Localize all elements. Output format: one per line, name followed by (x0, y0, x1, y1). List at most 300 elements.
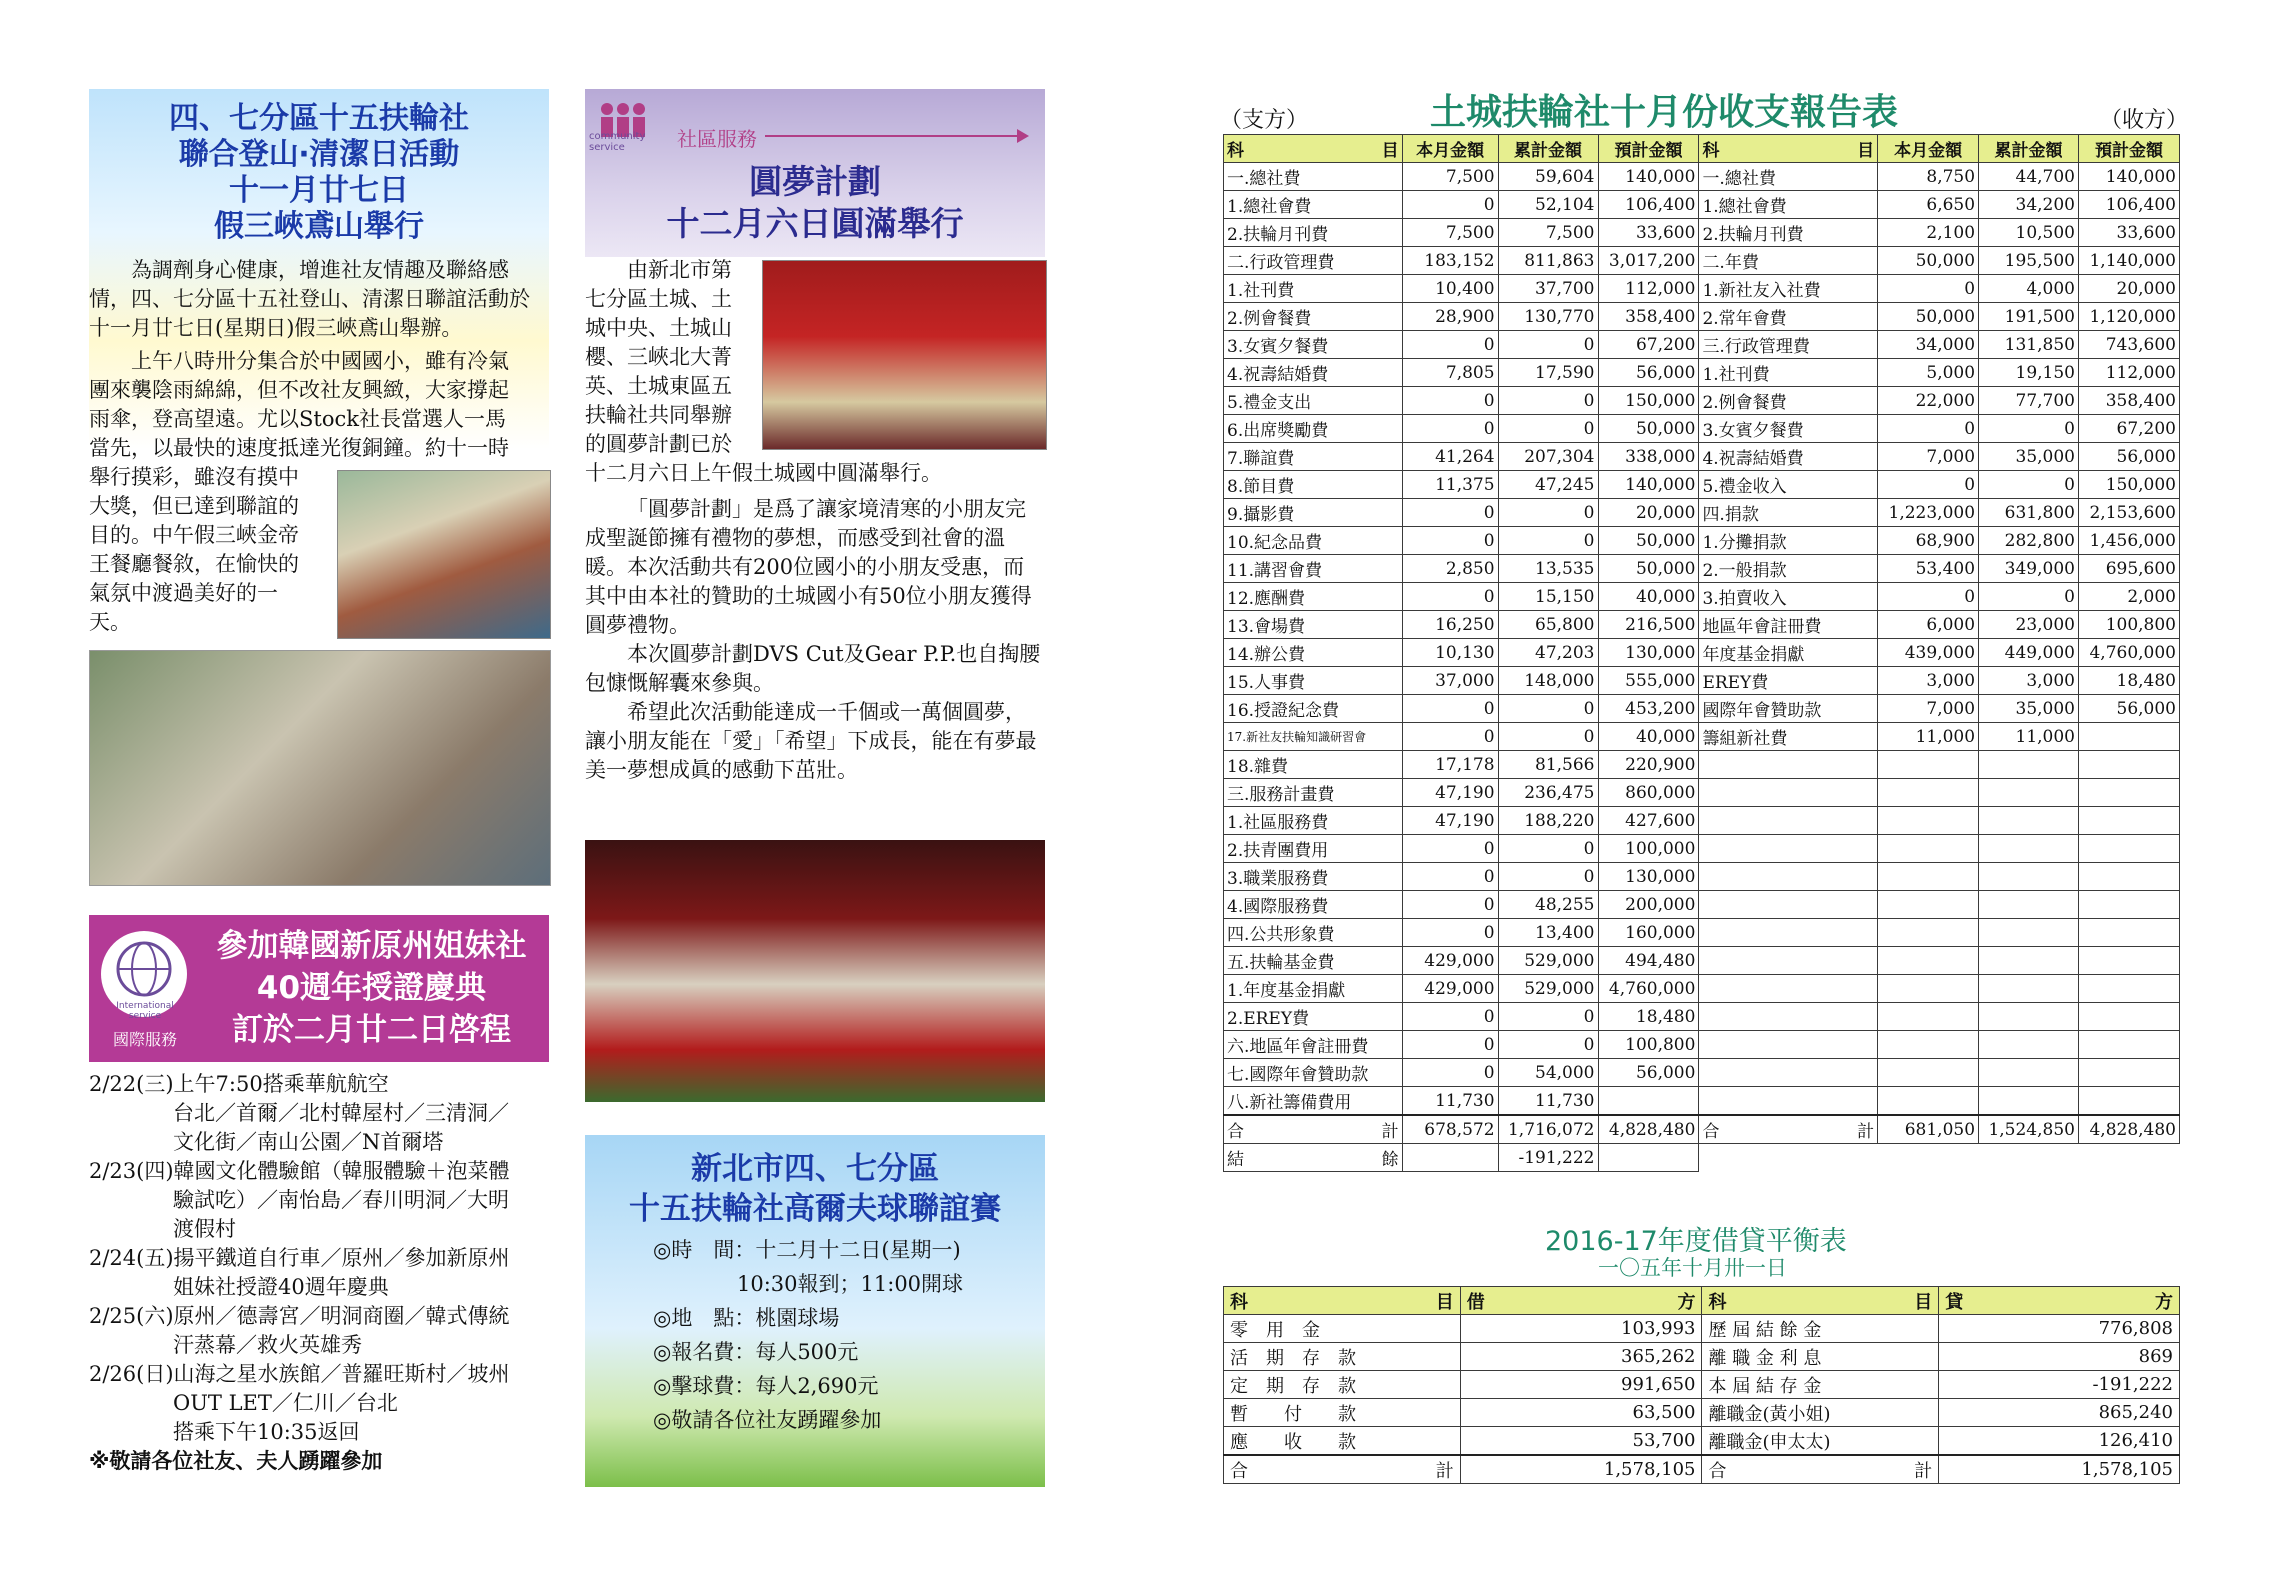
income-cumulative: 11,000 (1979, 723, 2079, 751)
income-cumulative: 191,500 (1979, 303, 2079, 331)
income-month: 7,000 (1878, 443, 1979, 471)
expense-month: 10,130 (1402, 639, 1498, 667)
expense-cumulative: 52,104 (1498, 191, 1598, 219)
expense-cumulative: 188,220 (1498, 807, 1598, 835)
income-budget: 18,480 (2078, 667, 2179, 695)
expense-month: 0 (1402, 331, 1498, 359)
expense-cumulative: 148,000 (1498, 667, 1598, 695)
income-item: 2.常年會費 (1699, 303, 1878, 331)
expense-cumulative: 0 (1498, 415, 1598, 443)
header-budget: 預計金額 (1598, 135, 1699, 163)
income-budget (2078, 863, 2179, 891)
expense-budget: 100,000 (1598, 835, 1699, 863)
income-budget: 67,200 (2078, 415, 2179, 443)
expense-item: 15.人事費 (1224, 667, 1403, 695)
expense-item: 18.雜費 (1224, 751, 1403, 779)
hike-line: 當先，以最快的速度抵達光復銅鐘。約十一時 (89, 436, 509, 460)
income-item: 一.總社費 (1699, 163, 1878, 191)
expense-budget: 4,760,000 (1598, 975, 1699, 1003)
expense-cumulative: 13,535 (1498, 555, 1598, 583)
debit-amount: 53,700 (1460, 1427, 1702, 1456)
income-budget (2078, 1087, 2179, 1116)
expense-month: 41,264 (1402, 443, 1498, 471)
income-month (1878, 1031, 1979, 1059)
expense-cumulative: 81,566 (1498, 751, 1598, 779)
header-subject (1224, 1144, 1403, 1172)
schedule-line: 2/25(六)原州／德壽宮／明洞商圈／韓式傳統 (89, 1304, 510, 1328)
expense-cumulative: 130,770 (1498, 303, 1598, 331)
income-item: 1.社刊費 (1699, 359, 1878, 387)
schedule-line: 文化街／南山公園／N首爾塔 (89, 1130, 444, 1154)
korea-title (199, 925, 544, 1051)
report-row (1224, 835, 2180, 863)
schedule-line: 2/22(三)上午7:50搭乘華航航空 (89, 1072, 389, 1096)
income-item (1699, 919, 1878, 947)
report-row (1224, 415, 2180, 443)
income-cumulative-total: 1,524,850 (1979, 1115, 2079, 1144)
schedule-line: 2/23(四)韓國文化體驗館（韓服體驗＋泡菜體 (89, 1159, 510, 1183)
income-item: 三.行政管理費 (1699, 331, 1878, 359)
income-budget: 358,400 (2078, 387, 2179, 415)
expense-cumulative: 59,604 (1498, 163, 1598, 191)
income-budget (2078, 1031, 2179, 1059)
income-item: 3.女賓夕餐費 (1699, 415, 1878, 443)
income-cumulative: 44,700 (1979, 163, 2079, 191)
hike-line: 雨傘，登高望遠。尤以Stock社長當選人一馬 (89, 407, 506, 431)
income-budget: 20,000 (2078, 275, 2179, 303)
expense-cumulative: 11,730 (1498, 1087, 1598, 1116)
income-item: 5.禮金收入 (1699, 471, 1878, 499)
expense-item: 七.國際年會贊助款 (1224, 1059, 1403, 1087)
income-cumulative (1979, 975, 2079, 1003)
expense-month: 0 (1402, 695, 1498, 723)
expense-item: 二.行政管理費 (1224, 247, 1403, 275)
income-item: EREY費 (1699, 667, 1878, 695)
income-month: 0 (1878, 471, 1979, 499)
income-cumulative (1979, 807, 2079, 835)
income-item: 2.例會餐費 (1699, 387, 1878, 415)
schedule-line: 2/26(日)山海之星水族館／普羅旺斯村／坡州 (89, 1362, 510, 1386)
header-subject-left: 科 (1708, 1291, 1727, 1313)
header-subject-right: 計 (1857, 1122, 1875, 1142)
income-cumulative: 35,000 (1979, 695, 2079, 723)
income-month (1878, 919, 1979, 947)
income-item: 1.新社友入社費 (1699, 275, 1878, 303)
expense-month: 183,152 (1402, 247, 1498, 275)
report-row (1224, 359, 2180, 387)
expense-cumulative: 37,700 (1498, 275, 1598, 303)
expense-item: 17.新社友扶輪知識研習會 (1224, 723, 1403, 751)
income-month: 1,223,000 (1878, 499, 1979, 527)
income-month: 6,650 (1878, 191, 1979, 219)
balance-cumulative: -191,222 (1498, 1144, 1598, 1172)
income-month: 3,000 (1878, 667, 1979, 695)
income-month: 50,000 (1878, 303, 1979, 331)
expense-item: 4.祝壽結婚費 (1224, 359, 1403, 387)
expense-item: 3.職業服務費 (1224, 863, 1403, 891)
expense-budget: 3,017,200 (1598, 247, 1699, 275)
income-cumulative (1979, 751, 2079, 779)
report-row (1224, 891, 2180, 919)
income-budget: 33,600 (2078, 219, 2179, 247)
expense-budget: 33,600 (1598, 219, 1699, 247)
debit-item: 定 期 存 款 (1224, 1371, 1461, 1399)
report-row (1224, 1059, 2180, 1087)
income-month: 6,000 (1878, 611, 1979, 639)
income-cumulative: 19,150 (1979, 359, 2079, 387)
income-cumulative (1979, 1059, 2079, 1087)
header-subject (1224, 1115, 1403, 1144)
income-item: 1.總社會費 (1699, 191, 1878, 219)
expense-budget: 338,000 (1598, 443, 1699, 471)
expense-month: 0 (1402, 387, 1498, 415)
income-budget: 2,000 (2078, 583, 2179, 611)
income-item: 4.祝壽結婚費 (1699, 443, 1878, 471)
report-row (1224, 779, 2180, 807)
schedule-line: 台北／首爾／北村韓屋村／三清洞／ (89, 1101, 509, 1125)
income-budget (2078, 919, 2179, 947)
expense-month: 429,000 (1402, 975, 1498, 1003)
header-subject (1224, 1455, 1461, 1484)
income-month: 53,400 (1878, 555, 1979, 583)
dream-title-line: 十二月六日圓滿舉行 (666, 204, 964, 243)
expense-item: 4.國際服務費 (1224, 891, 1403, 919)
community-service-logo-text: community service (589, 131, 646, 153)
expense-budget: 50,000 (1598, 527, 1699, 555)
arrow-icon (765, 135, 1025, 137)
expense-budget: 56,000 (1598, 1059, 1699, 1087)
report-row (1224, 555, 2180, 583)
balance-table (1223, 1286, 2180, 1484)
report-row (1224, 919, 2180, 947)
expense-item: 三.服務計畫費 (1224, 779, 1403, 807)
income-month: 11,000 (1878, 723, 1979, 751)
income-month (1878, 835, 1979, 863)
expense-cumulative: 811,863 (1498, 247, 1598, 275)
expense-month: 37,000 (1402, 667, 1498, 695)
expense-budget: 20,000 (1598, 499, 1699, 527)
expense-budget: 200,000 (1598, 891, 1699, 919)
expense-item: 3.女賓夕餐費 (1224, 331, 1403, 359)
income-item: 二.年費 (1699, 247, 1878, 275)
golf-line: ◎擊球費：每人2,690元 (653, 1374, 879, 1398)
expense-cumulative: 0 (1498, 527, 1598, 555)
golf-banner (585, 1135, 1045, 1487)
header-subject-left: 借 (1466, 1291, 1485, 1313)
header-budget: 預計金額 (2078, 135, 2179, 163)
report-left-tag: （支方） (1220, 108, 1309, 133)
expense-item: 一.總社費 (1224, 163, 1403, 191)
income-month: 7,000 (1878, 695, 1979, 723)
expense-month: 11,730 (1402, 1087, 1498, 1116)
income-month (1878, 891, 1979, 919)
income-month-total: 681,050 (1878, 1115, 1979, 1144)
balance-row (1224, 1371, 2180, 1399)
expense-item: 12.應酬費 (1224, 583, 1403, 611)
expense-month: 0 (1402, 1059, 1498, 1087)
golf-line: ◎敬請各位社友踴躍參加 (653, 1408, 882, 1432)
expense-budget: 220,900 (1598, 751, 1699, 779)
expense-item: 5.禮金支出 (1224, 387, 1403, 415)
expense-cumulative: 13,400 (1498, 919, 1598, 947)
income-item: 1.分攤捐款 (1699, 527, 1878, 555)
debit-amount: 103,993 (1460, 1315, 1702, 1343)
expense-item: 四.公共形象費 (1224, 919, 1403, 947)
arrow-head-icon (1017, 129, 1029, 143)
expense-item: 13.會場費 (1224, 611, 1403, 639)
expense-month: 0 (1402, 583, 1498, 611)
income-month: 8,750 (1878, 163, 1979, 191)
income-budget: 140,000 (2078, 163, 2179, 191)
korea-schedule (89, 1070, 559, 1476)
expense-month: 0 (1402, 863, 1498, 891)
report-row (1224, 1087, 2180, 1116)
schedule-line: 姐妹社授證40週年慶典 (89, 1275, 389, 1299)
dream-para2: 「圓夢計劃」是爲了讓家境清寒的小朋友完成聖誕節擁有禮物的夢想，而感受到社會的溫暖。本次活動共有200位國小的小朋友受惠，而其中由本社的贊助的土城國小有50位小朋友獲得圓夢禮物。 (585, 497, 1032, 637)
income-item (1699, 751, 1878, 779)
expense-cumulative: 48,255 (1498, 891, 1598, 919)
report-row (1224, 667, 2180, 695)
expense-month: 2,850 (1402, 555, 1498, 583)
golf-line: 10:30報到；11:00開球 (653, 1272, 964, 1296)
expense-item: 14.辦公費 (1224, 639, 1403, 667)
expense-cumulative: 0 (1498, 1031, 1598, 1059)
income-month (1878, 947, 1979, 975)
income-month: 0 (1878, 275, 1979, 303)
income-item: 四.捐款 (1699, 499, 1878, 527)
expense-cumulative: 529,000 (1498, 947, 1598, 975)
expense-month: 10,400 (1402, 275, 1498, 303)
income-budget: 112,000 (2078, 359, 2179, 387)
expense-month: 429,000 (1402, 947, 1498, 975)
income-cumulative (1979, 947, 2079, 975)
debit-amount: 63,500 (1460, 1399, 1702, 1427)
expense-cumulative: 65,800 (1498, 611, 1598, 639)
expense-budget: 140,000 (1598, 471, 1699, 499)
hike-title-line: 四、七分區十五扶輪社 (169, 101, 469, 136)
expense-month: 0 (1402, 1031, 1498, 1059)
expense-budget: 112,000 (1598, 275, 1699, 303)
income-cumulative (1979, 863, 2079, 891)
income-month: 0 (1878, 583, 1979, 611)
expense-item: 16.授證紀念費 (1224, 695, 1403, 723)
credit-item: 離職金(申太太) (1702, 1427, 1939, 1456)
income-item (1699, 835, 1878, 863)
report-row (1224, 219, 2180, 247)
header-subject (1460, 1287, 1702, 1315)
dream-line: 的圓夢計劃已於 (585, 432, 732, 456)
expense-month: 0 (1402, 499, 1498, 527)
expense-item: 五.扶輪基金費 (1224, 947, 1403, 975)
income-cumulative: 631,800 (1979, 499, 2079, 527)
expense-item: 10.紀念品費 (1224, 527, 1403, 555)
expense-budget: 67,200 (1598, 331, 1699, 359)
dream-line: 櫻、三峽北大菁 (585, 345, 732, 369)
expense-item: 1.社刊費 (1224, 275, 1403, 303)
expense-cumulative: 0 (1498, 387, 1598, 415)
income-month (1878, 1003, 1979, 1031)
expense-cumulative: 54,000 (1498, 1059, 1598, 1087)
dream-body (585, 495, 1045, 785)
expense-month: 7,805 (1402, 359, 1498, 387)
report-row (1224, 275, 2180, 303)
expense-budget: 130,000 (1598, 863, 1699, 891)
report-row (1224, 695, 2180, 723)
income-budget: 1,140,000 (2078, 247, 2179, 275)
credit-amount: 126,410 (1939, 1427, 2180, 1456)
report-row (1224, 163, 2180, 191)
expense-month: 28,900 (1402, 303, 1498, 331)
expense-cumulative: 0 (1498, 499, 1598, 527)
expense-budget: 56,000 (1598, 359, 1699, 387)
income-cumulative: 282,800 (1979, 527, 2079, 555)
debit-item: 活 期 存 款 (1224, 1343, 1461, 1371)
income-budget (2078, 779, 2179, 807)
dream-photo-children (585, 840, 1045, 1102)
expense-item: 八.新社籌備費用 (1224, 1087, 1403, 1116)
income-month (1878, 779, 1979, 807)
expense-budget-total: 4,828,480 (1598, 1115, 1699, 1144)
income-budget: 695,600 (2078, 555, 2179, 583)
expense-cumulative: 0 (1498, 695, 1598, 723)
header-subject-right: 目 (1857, 141, 1875, 161)
credit-total: 1,578,105 (1939, 1455, 2180, 1484)
expense-cumulative: 236,475 (1498, 779, 1598, 807)
income-cumulative (1979, 919, 2079, 947)
schedule-line: 搭乘下午10:35返回 (89, 1420, 360, 1444)
report-row (1224, 1003, 2180, 1031)
balance-row (1224, 1427, 2180, 1456)
income-month: 34,000 (1878, 331, 1979, 359)
dream-para4: 希望此次活動能達成一千個或一萬個圓夢，讓小朋友能在「愛」「希望」下成長，能在有夢最美一夢想成眞的感動下茁壯。 (585, 700, 1037, 782)
hike-group-photo (89, 650, 551, 886)
expense-cumulative: 7,500 (1498, 219, 1598, 247)
report-row (1224, 499, 2180, 527)
dream-line: 由新北市第 (627, 258, 732, 282)
expense-budget: 50,000 (1598, 415, 1699, 443)
expense-budget: 140,000 (1598, 163, 1699, 191)
report-row (1224, 723, 2180, 751)
balance-title: 2016-17年度借貸平衡表 (1545, 1226, 1847, 1257)
expense-budget: 860,000 (1598, 779, 1699, 807)
income-budget (2078, 947, 2179, 975)
expense-budget: 40,000 (1598, 723, 1699, 751)
income-cumulative: 77,700 (1979, 387, 2079, 415)
report-row (1224, 583, 2180, 611)
expense-budget: 427,600 (1598, 807, 1699, 835)
income-item (1699, 807, 1878, 835)
golf-title (585, 1149, 1045, 1229)
income-item (1699, 891, 1878, 919)
international-service-logo-text: International service (116, 1001, 174, 1021)
expense-month: 0 (1402, 527, 1498, 555)
income-month: 5,000 (1878, 359, 1979, 387)
income-item: 地區年會註冊費 (1699, 611, 1878, 639)
income-cumulative (1979, 1003, 2079, 1031)
income-budget (2078, 975, 2179, 1003)
expense-cumulative: 47,203 (1498, 639, 1598, 667)
credit-item: 本 屆 結 存 金 (1702, 1371, 1939, 1399)
income-budget: 743,600 (2078, 331, 2179, 359)
hike-line: 團來襲陰雨綿綿，但不改社友興緻，大家撐起 (89, 378, 509, 402)
expense-item: 1.年度基金捐獻 (1224, 975, 1403, 1003)
schedule-line: 驗試吃）／南怡島／春川明洞／大明 (89, 1188, 509, 1212)
hike-line: 目的。中午假三峽金帝 (89, 523, 299, 547)
balance-row (1224, 1315, 2180, 1343)
credit-amount: -191,222 (1939, 1371, 2180, 1399)
header-subject-left: 科 (1702, 141, 1720, 161)
income-budget (2078, 751, 2179, 779)
debit-item: 零 用 金 (1224, 1315, 1461, 1343)
income-item: 2.扶輪月刊費 (1699, 219, 1878, 247)
report-row (1224, 387, 2180, 415)
income-cumulative: 35,000 (1979, 443, 2079, 471)
income-budget: 1,120,000 (2078, 303, 2179, 331)
debit-amount: 991,650 (1460, 1371, 1702, 1399)
expense-budget: 130,000 (1598, 639, 1699, 667)
expense-item: 1.總社會費 (1224, 191, 1403, 219)
header-subject-left: 合 (1227, 1122, 1244, 1142)
income-budget: 106,400 (2078, 191, 2179, 219)
expense-month: 11,375 (1402, 471, 1498, 499)
header-subject-left: 合 (1230, 1460, 1248, 1482)
credit-item: 離 職 金 利 息 (1702, 1343, 1939, 1371)
korea-title-line: 參加韓國新原州姐妹社 (216, 928, 527, 964)
income-cumulative: 0 (1979, 415, 2079, 443)
report-row (1224, 639, 2180, 667)
income-cumulative: 131,850 (1979, 331, 2079, 359)
header-subject (1699, 1115, 1878, 1144)
income-budget: 2,153,600 (2078, 499, 2179, 527)
dream-title-line: 圓夢計劃 (749, 162, 881, 201)
income-month: 22,000 (1878, 387, 1979, 415)
income-item (1699, 1087, 1878, 1116)
debit-item: 暫 付 款 (1224, 1399, 1461, 1427)
korea-badge: 國際服務 (112, 1030, 177, 1049)
expense-budget: 18,480 (1598, 1003, 1699, 1031)
income-cumulative: 34,200 (1979, 191, 2079, 219)
golf-title-line: 新北市四、七分區 (691, 1151, 939, 1187)
income-budget-total: 4,828,480 (2078, 1115, 2179, 1144)
expense-item: 11.講習會費 (1224, 555, 1403, 583)
golf-title-line: 十五扶輪社高爾夫球聯誼賽 (629, 1191, 1001, 1227)
header-cumulative: 累計金額 (1979, 135, 2079, 163)
debit-total: 1,578,105 (1460, 1455, 1702, 1484)
expense-budget (1598, 1087, 1699, 1116)
schedule-line: OUT LET／仁川／台北 (89, 1391, 398, 1415)
expense-month: 0 (1402, 415, 1498, 443)
income-cumulative (1979, 779, 2079, 807)
income-month (1878, 975, 1979, 1003)
expense-cumulative: 0 (1498, 835, 1598, 863)
golf-line: ◎地 點：桃園球場 (653, 1306, 840, 1330)
expense-month: 7,500 (1402, 163, 1498, 191)
balance-date: 一〇五年十月卅一日 (1598, 1256, 1787, 1280)
hike-title (89, 89, 549, 245)
expense-budget: 100,800 (1598, 1031, 1699, 1059)
expense-budget: 358,400 (1598, 303, 1699, 331)
income-cumulative (1979, 1087, 2079, 1116)
expense-item: 9.攝影費 (1224, 499, 1403, 527)
expense-budget: 150,000 (1598, 387, 1699, 415)
golf-details (653, 1233, 1043, 1437)
schedule-line: 汗蒸幕／救火英雄秀 (89, 1333, 362, 1357)
expense-month: 0 (1402, 835, 1498, 863)
income-month (1878, 863, 1979, 891)
credit-amount: 865,240 (1939, 1399, 2180, 1427)
income-month (1878, 751, 1979, 779)
expense-month: 0 (1402, 919, 1498, 947)
